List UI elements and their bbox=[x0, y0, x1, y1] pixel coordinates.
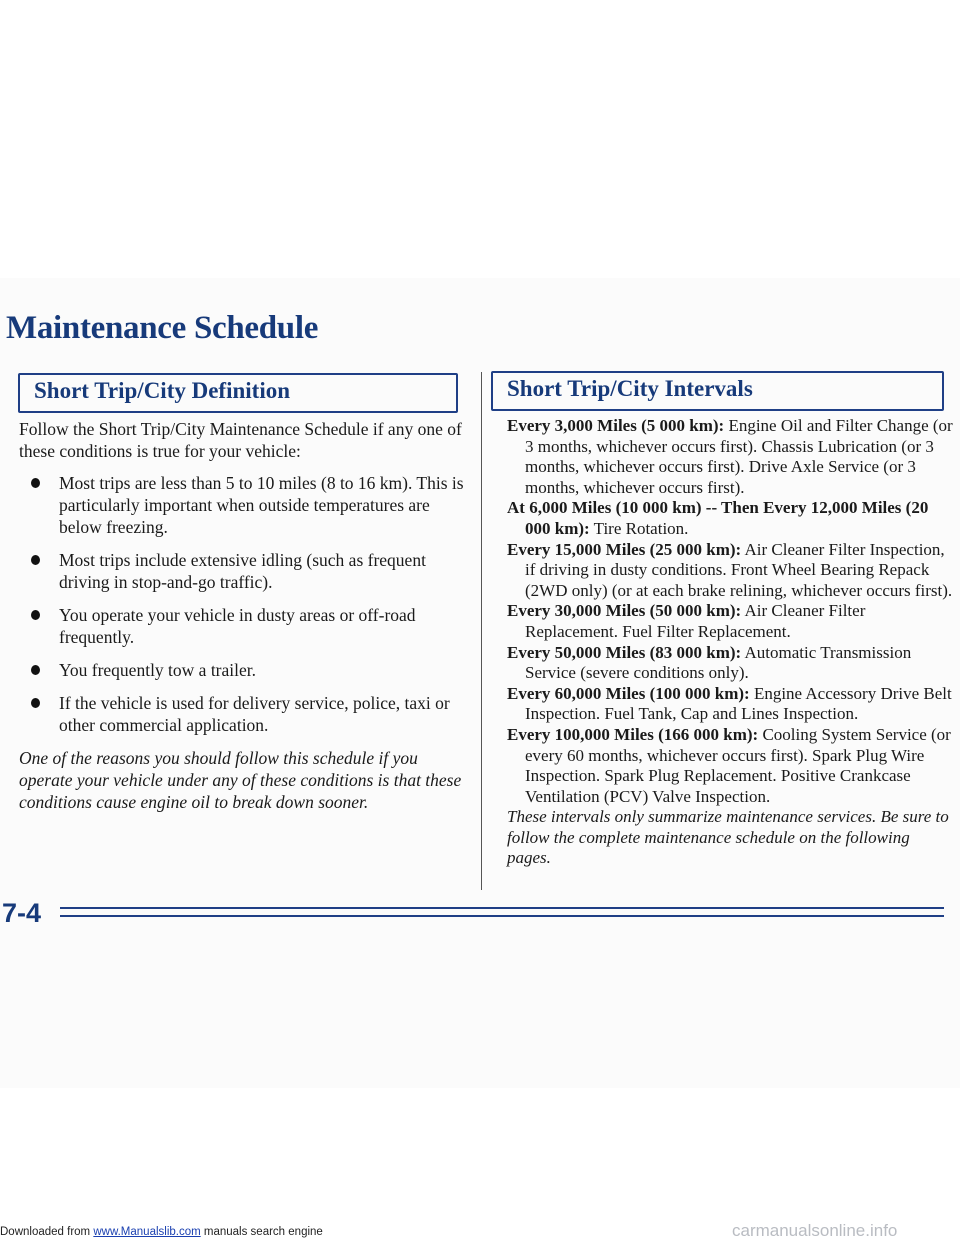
interval-item bbox=[507, 725, 953, 807]
footer-rule bbox=[60, 907, 944, 909]
left-section-heading-box bbox=[18, 373, 458, 413]
page-title: Maintenance Schedule bbox=[6, 310, 319, 346]
list-item bbox=[19, 549, 465, 593]
manualslib-link[interactable]: www.Manualslib.com bbox=[93, 1226, 201, 1238]
bullet-icon bbox=[31, 665, 40, 675]
bullet-icon bbox=[31, 698, 40, 708]
interval-text: Air Cleaner Filter Replacement. Fuel Filter Replacement. bbox=[525, 601, 866, 641]
right-section-heading-box bbox=[491, 371, 944, 411]
interval-item bbox=[507, 416, 953, 498]
interval-text: Tire Rotation. bbox=[593, 518, 689, 538]
list-item bbox=[19, 659, 465, 681]
download-prefix: Downloaded from bbox=[0, 1226, 94, 1238]
interval-item bbox=[507, 643, 953, 684]
interval-text: Engine Accessory Drive Belt Inspection. Fuel Tank, Cap and Lines Inspection. bbox=[525, 683, 952, 724]
page-number: 7-4 bbox=[2, 898, 42, 928]
interval-text: Automatic Transmission Service (severe conditions only). bbox=[525, 642, 912, 683]
interval-item bbox=[507, 684, 953, 725]
interval-lead: Every 30,000 Miles (50 000 km): bbox=[507, 601, 742, 621]
interval-lead: Every 60,000 Miles (100 000 km): bbox=[507, 683, 750, 703]
left-column bbox=[19, 418, 465, 813]
interval-text: Cooling System Service (or every 60 months, whichever occurs first). Spark Plug Wire Inspection. Spark Plug Replacement. Positive Crankcase Ventilation (PCV) Valve Inspection. bbox=[525, 724, 951, 806]
interval-lead: Every 15,000 Miles (25 000 km): bbox=[507, 539, 742, 559]
list-item-text: You frequently tow a trailer. bbox=[59, 660, 257, 680]
list-item bbox=[19, 472, 465, 538]
right-column bbox=[507, 416, 953, 869]
left-note: One of the reasons you should follow this schedule if you operate your vehicle under any of these conditions is that these conditions cause engine oil to break down sooner. bbox=[19, 748, 462, 812]
list-item-text: You operate your vehicle in dusty areas or off-road frequently. bbox=[59, 605, 416, 647]
download-credit bbox=[0, 1226, 330, 1238]
condition-list bbox=[19, 472, 465, 736]
left-section-heading: Short Trip/City Definition bbox=[34, 378, 290, 403]
watermark: carmanualsonline.info bbox=[732, 1221, 898, 1240]
interval-text: Air Cleaner Filter Inspection, if driving in dusty conditions. Front Wheel Bearing Repack (2WD only) (or at each brake relining, whichever occurs first). bbox=[525, 539, 953, 600]
interval-lead: Every 3,000 Miles (5 000 km): bbox=[507, 416, 725, 435]
interval-item bbox=[507, 601, 953, 642]
bullet-icon bbox=[31, 555, 40, 565]
interval-text: Engine Oil and Filter Change (or 3 months, whichever occurs first). Chassis Lubrication (or 3 months, whichever occurs first). Drive Axle Service (or 3 months, whichever occurs first). bbox=[525, 416, 953, 497]
interval-lead: Every 50,000 Miles (83 000 km): bbox=[507, 642, 742, 662]
list-item bbox=[19, 604, 465, 648]
list-item-text: Most trips include extensive idling (such as frequent driving in stop-and-go traffic). bbox=[59, 550, 426, 592]
list-item-text: Most trips are less than 5 to 10 miles (8 to 16 km). This is particularly important when outside temperatures are below freezing. bbox=[59, 473, 464, 537]
bullet-icon bbox=[31, 478, 40, 488]
right-note: These intervals only summarize maintenance services. Be sure to follow the complete maintenance schedule on the following pages. bbox=[507, 807, 949, 868]
right-section-heading: Short Trip/City Intervals bbox=[507, 376, 753, 401]
intro-text: Follow the Short Trip/City Maintenance Schedule if any one of these conditions is true for your vehicle: bbox=[19, 419, 462, 461]
column-divider bbox=[481, 372, 482, 890]
list-item-text: If the vehicle is used for delivery service, police, taxi or other commercial application. bbox=[59, 693, 450, 735]
interval-lead: At 6,000 Miles (10 000 km) -- Then Every 12,000 Miles (20 000 km): bbox=[507, 498, 929, 538]
interval-item bbox=[507, 498, 953, 539]
interval-lead: Every 100,000 Miles (166 000 km): bbox=[507, 724, 759, 744]
download-suffix: manuals search engine bbox=[200, 1226, 323, 1238]
bullet-icon bbox=[31, 610, 40, 620]
list-item bbox=[19, 692, 465, 736]
interval-item bbox=[507, 540, 953, 602]
footer-rule bbox=[60, 915, 944, 917]
